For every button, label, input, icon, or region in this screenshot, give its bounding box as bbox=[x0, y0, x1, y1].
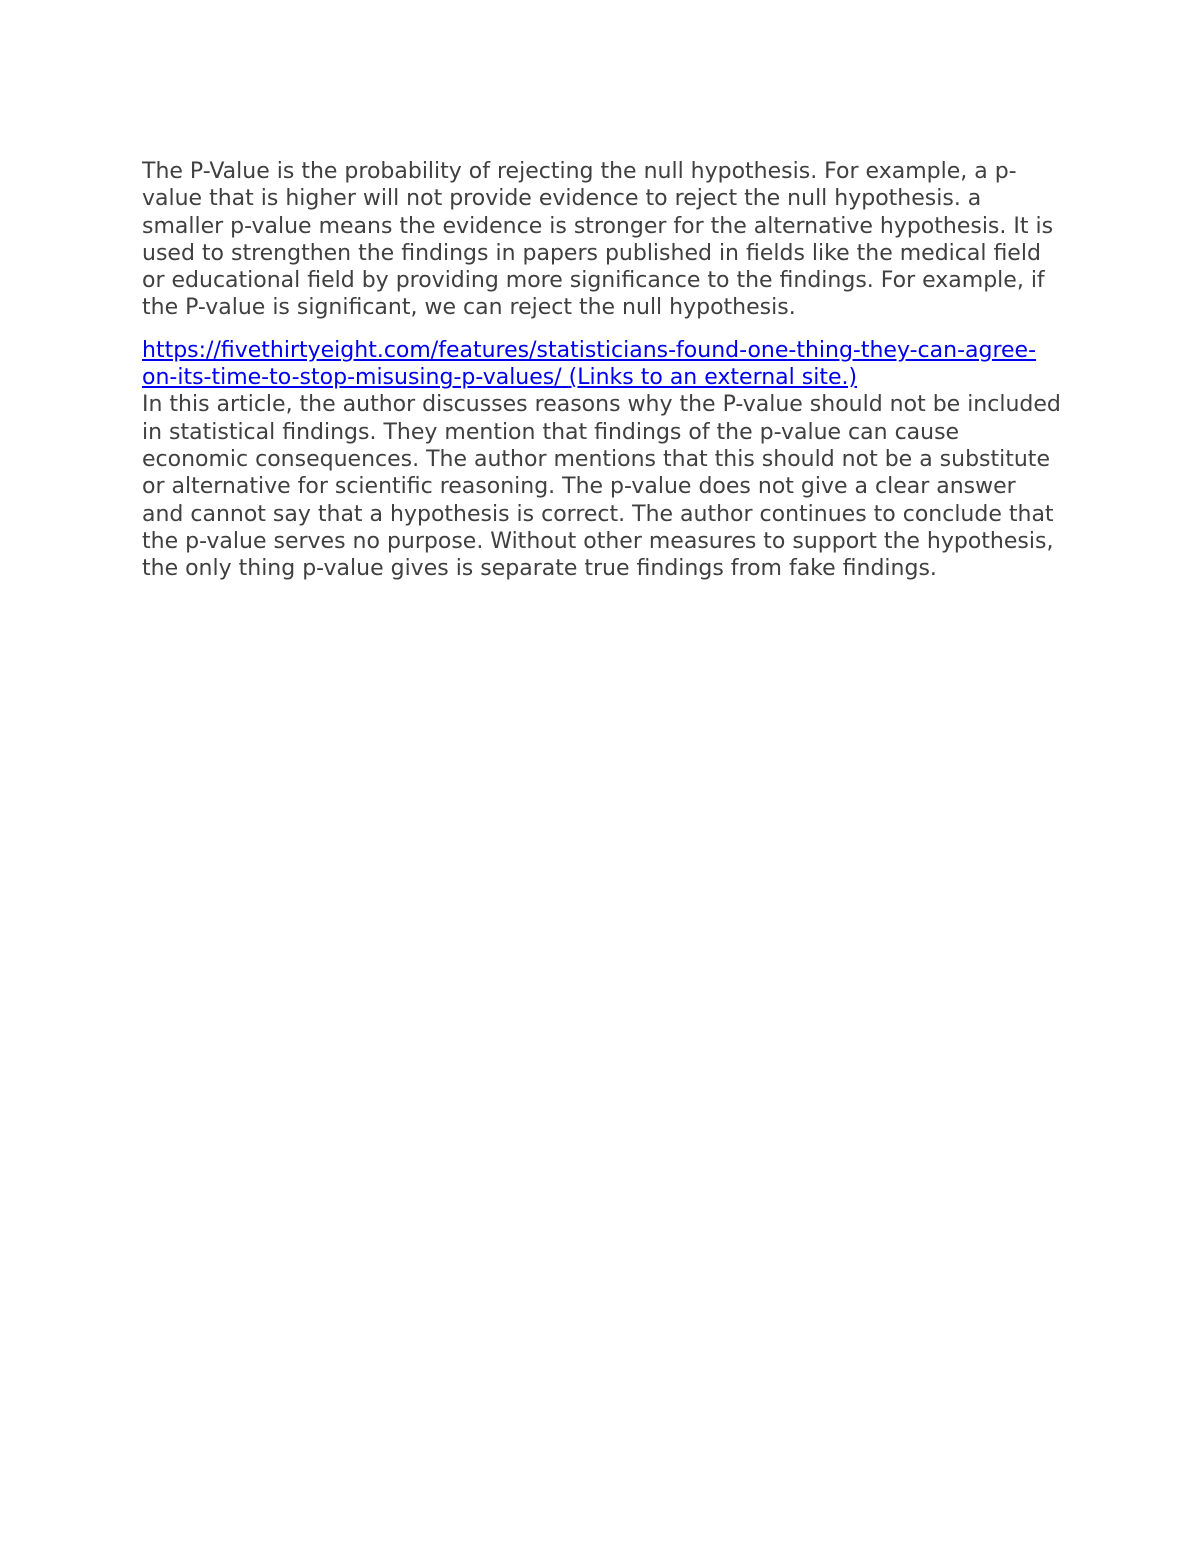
external-site-note: (Links to an external site.) bbox=[568, 365, 858, 391]
article-link-url: https://fivethirtyeight.com/features/statisticians-found-one-thing-they-can-agree-on-its-time-to-stop-misusing-p-values/ bbox=[142, 337, 1037, 391]
article-link-block bbox=[142, 337, 1062, 392]
document-body bbox=[142, 158, 1062, 582]
paragraph-article-summary: In this article, the author discusses reasons why the P-value should not be included in statistical findings. They mention that findings of the p-value can cause economic consequences. The author mentions that this should not be a substitute or alternative for scientific reasoning. The p-value does not give a clear answer and cannot say that a hypothesis is correct. The author continues to conclude that the p-value serves no purpose. Without other measures to support the hypothesis, the only thing p-value gives is separate true findings from fake findings. bbox=[142, 392, 1061, 582]
paragraph-p-value-definition: The P-Value is the probability of rejecting the null hypothesis. For example, a p-value that is higher will not provide evidence to reject the null hypothesis. a smaller p-value means the evidence is stronger for the alternative hypothesis. It is used to strengthen the findings in papers published in fields like the medical field or educational field by providing more significance to the findings. For example, if the P-value is significant, we can reject the null hypothesis. bbox=[142, 159, 1054, 321]
article-link[interactable] bbox=[142, 338, 1036, 390]
